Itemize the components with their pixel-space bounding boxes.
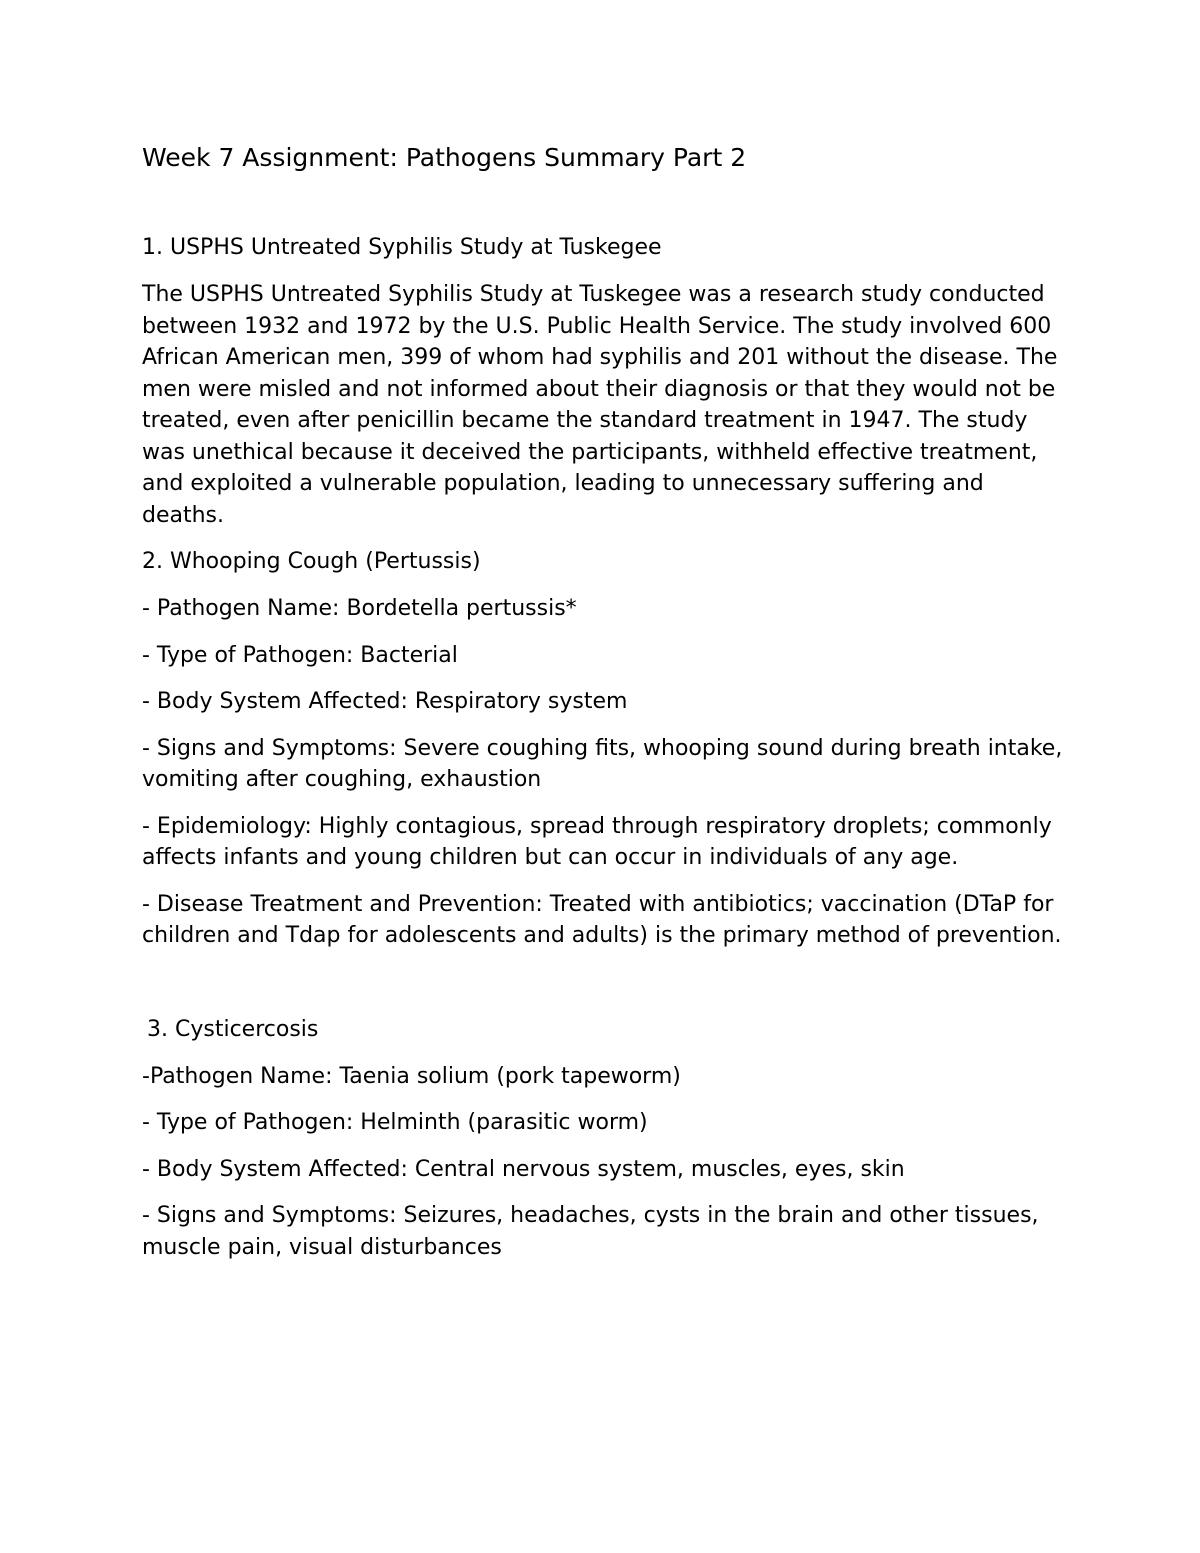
list-item-signs-symptoms: - Signs and Symptoms: Seizures, headaches, cysts in the brain and other tissues, muscle pain, visual disturbances — [142, 1203, 1039, 1260]
list-item-pathogen-name: - Pathogen Name: Bordetella pertussis* — [142, 596, 577, 621]
list-item-body-system: - Body System Affected: Central nervous system, muscles, eyes, skin — [142, 1156, 905, 1182]
section-heading-whooping-cough: 2. Whooping Cough (Pertussis) — [142, 549, 481, 574]
section-paragraph-tuskegee: The USPHS Untreated Syphilis Study at Tuskegee was a research study conducted between 1932 and 1972 by the U.S. Public Health Service. The study involved 600 African American men, 399 of whom had syphilis and 201 without the disease. The men were misled and not informed about their diagnosis or that they would not be treated, even after penicillin became the standard treatment in 1947. The study was unethical because it deceived the participants, withheld effective treatment, and exploited a vulnerable population, leading to unnecessary suffering and deaths. — [142, 282, 1058, 528]
section-heading-cysticercosis: 3. Cysticercosis — [147, 1016, 319, 1042]
document-title: Week 7 Assignment: Pathogens Summary Part 2 — [142, 143, 747, 172]
list-item-body-system: - Body System Affected: Respiratory system — [142, 689, 628, 714]
list-item-signs-symptoms: - Signs and Symptoms: Severe coughing fits, whooping sound during breath intake, vomiting after coughing, exhaustion — [142, 735, 1063, 792]
list-item-epidemiology: - Epidemiology: Highly contagious, spread through respiratory droplets; commonly affects infants and young children but can occur in individuals of any age. — [142, 813, 1052, 870]
list-item-pathogen-type: - Type of Pathogen: Helminth (parasitic worm) — [142, 1110, 648, 1135]
list-item-treatment-prevention: - Disease Treatment and Prevention: Treated with antibiotics; vaccination (DTaP for children and Tdap for adolescents and adults) is the primary method of prevention. — [142, 891, 1062, 948]
document-body — [142, 138, 1067, 1263]
section-heading-tuskegee: 1. USPHS Untreated Syphilis Study at Tuskegee — [142, 235, 662, 260]
list-item-pathogen-name: -Pathogen Name: Taenia solium (pork tapeworm) — [142, 1063, 681, 1089]
list-item-pathogen-type: - Type of Pathogen: Bacterial — [142, 642, 458, 668]
